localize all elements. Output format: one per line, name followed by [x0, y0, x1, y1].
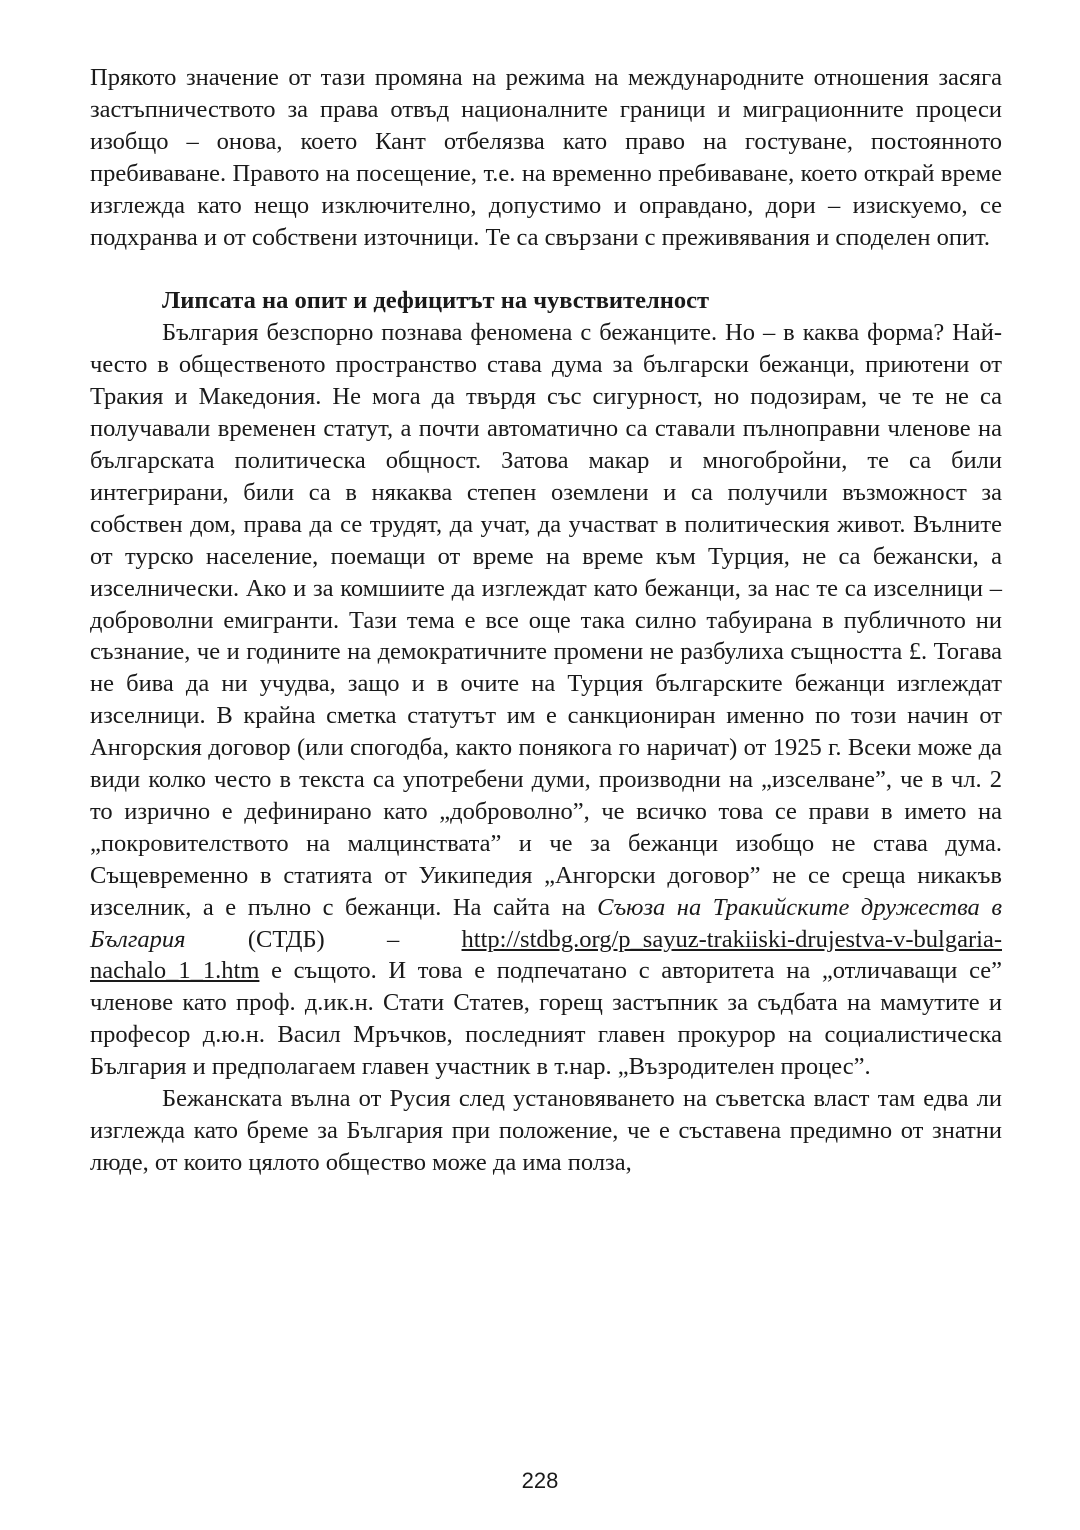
section-heading: Липсата на опит и дефицитът на чувствителност: [162, 287, 709, 315]
paragraph-refugees-text-3: е същото. И това е подпечатано с авторитета на „отличаващи се” членове като проф. д.ик.н. Стати Статев, горещ застъпник за съдбата на мамутите и професор д.ю.н. Васил Мръчков, последният главен прокурор на социалистическа България и предполагаем главен участник в т.нар. „Възродителен процес”.: [90, 957, 1002, 1081]
paragraph-russia: Бежанската вълна от Русия след установяването на съветска власт там едва ли изглежда като бреме за България при положение, че е съставена предимно от знатни люде, от които цялото общество може да има полза,: [90, 1085, 1002, 1176]
paragraph-refugees-text-2: (СТДБ) –: [185, 925, 462, 953]
page-body: [90, 62, 1002, 1179]
organization-name: Съюза на Тракийските дружества в България: [90, 893, 1002, 953]
paragraph-refugees: [90, 317, 1002, 1083]
paragraph-intro: Прякото значение от тази промяна на режима на международните отношения засяга застъпничеството за права отвъд националните граници и миграционните процеси изобщо – онова, което Кант отбелязва като право на гостуване, постоянното пребиваване. Правото на посещение, т.е. на временно пребиваване, което открай време изглежда като нещо изключително, допустимо и оправдано, дори – изискуемо, се подхранва и от собствени източници. Те са свързани с преживявания и споделен опит.: [90, 64, 1002, 251]
page-number: 228: [521, 1468, 559, 1493]
paragraph-refugees-text-1: България безспорно познава феномена с бежанците. Но – в каква форма? Най-често в общественото пространство става дума за български бежанци, приютени от Тракия и Македония. Не мога да твърдя със сигурност, но подозирам, че те не са получавали временен статут, а почти автоматично са ставали пълноправни членове на българската политическа общност. Затова макар и многобройни, те са били интегрирани, били са в някаква степен оземлени и са получили възможност за собствен дом, права да се трудят, да учат, да участват в политическия живот. Вълните от турско население, поемащи от време на време към Турция, не са бежански, а изселнически. Ако и за комшиите да изглеждат като бежанци, за нас те са изселници – доброволни емигранти. Тази тема е все още така силно табуирана в публичното ни съзнание, че и годините на демократичните промени не разбулиха същността £. Тогава не бива да ни учудва, защо и в очите на Турция българските бежанци изглеждат изселници. В крайна сметка статутът им е санкциониран именно по този начин от Ангорския договор (или спогодба, както понякога го наричат) от 1925 г. Всеки може да види колко често в текста са употребени думи, производни на „изселване”, че в чл. 2 то изрично е дефинирано като „доброволно”, че всичко това се прави в името на „покровителството на малцинствата” и че за бежанци изобщо не става дума. Същевременно в статията от Уикипедия „Ангорски договор” не се среща никакъв изселник, а е пълно с бежанци. На сайта на: [90, 319, 1002, 921]
stdbg-link[interactable]: http://stdbg.org/p_sayuz-trakiiski-drujestva-v-bulgaria-nachalo_1_1.htm: [90, 925, 1002, 985]
section-gap: [90, 253, 1002, 285]
